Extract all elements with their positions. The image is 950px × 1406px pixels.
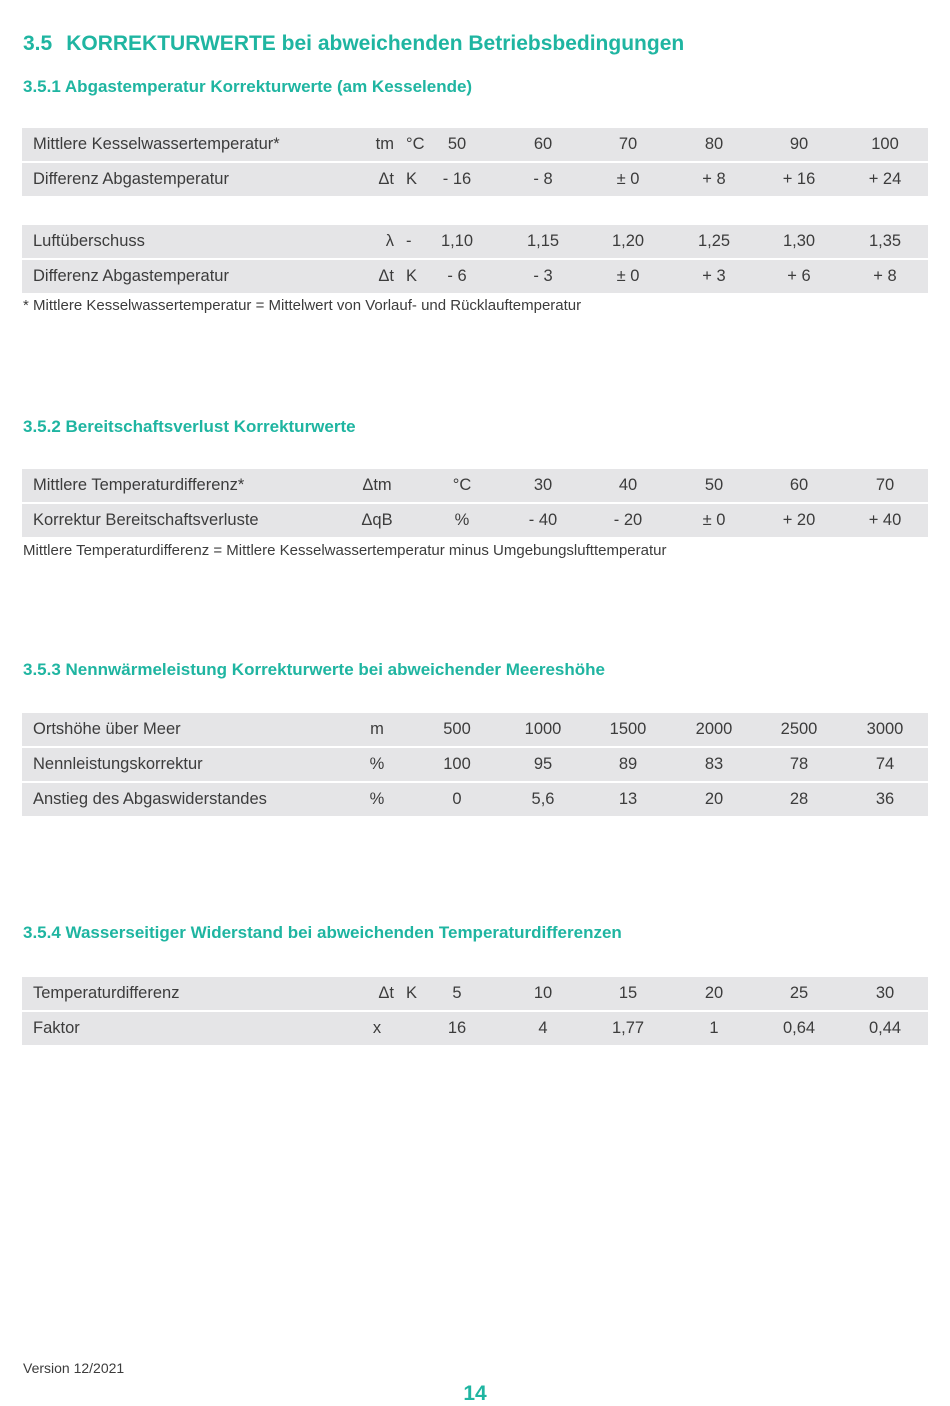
table-cell: 1,77 [611,1019,645,1037]
table-cell: + 3 [702,267,726,285]
table-row [22,977,928,1010]
table-cell: 16 [447,1019,467,1037]
table-meereshoehe [22,713,928,818]
table-cell: + 16 [782,170,816,188]
row-symbol: tm [375,135,394,153]
table-cell: - 8 [533,170,553,188]
row-label: Ortshöhe über Meer [33,720,181,738]
table-row [22,163,928,196]
row-label: Mittlere Temperaturdifferenz* [33,476,245,494]
table-cell: 60 [533,135,553,153]
table-cell: 2500 [780,720,818,738]
table-cell: - 3 [533,267,553,285]
row-unit: % [369,790,385,808]
table-row [22,128,928,161]
table-cell: + 8 [873,267,897,285]
table-bereitschaftsverlust [22,469,928,539]
subsection-heading-3-5-1: 3.5.1 Abgastemperatur Korrekturwerte (am Kesselende) [23,77,473,96]
subsection-heading-3-5-2: 3.5.2 Bereitschaftsverlust Korrekturwerte [23,417,356,436]
table-cell: ± 0 [616,170,640,188]
table-cell: 5,6 [531,790,555,808]
table-cell: 100 [871,135,899,153]
row-unit: - [406,232,412,250]
table-cell: 83 [704,755,724,773]
table-cell: - 20 [613,511,643,529]
row-label: Faktor [33,1019,80,1037]
table-row [22,713,928,746]
table-cell: ± 0 [702,511,726,529]
footnote-kesselwassertemperatur: * Mittlere Kesselwassertemperatur = Mittelwert von Vorlauf- und Rücklauftemperatur [23,297,582,314]
table-cell: 40 [618,476,638,494]
table-wasserseitiger-widerstand [22,977,928,1047]
table-cell: 50 [704,476,724,494]
row-label: Luftüberschuss [33,232,145,250]
table-cell: - 16 [442,170,472,188]
table-cell: 3000 [866,720,904,738]
table-cell: 70 [618,135,638,153]
row-unit: % [369,755,385,773]
table-cell: 78 [789,755,809,773]
table-cell: 4 [538,1019,548,1037]
table-row [22,225,928,258]
table-cell: 28 [789,790,809,808]
table-abgastemperatur-kesselwasser [22,128,928,198]
table-cell: - 6 [447,267,467,285]
table-cell: 1000 [524,720,562,738]
row-unit: x [372,1019,382,1037]
row-symbol: Δt [378,984,394,1002]
row-unit: m [370,720,384,738]
row-symbol: Δtm [362,476,392,494]
table-cell: - 40 [528,511,558,529]
table-cell: 1,35 [868,232,902,250]
table-cell: + 40 [868,511,902,529]
section-title [23,32,684,56]
table-cell: + 6 [787,267,811,285]
table-cell: 90 [789,135,809,153]
table-cell: 0,64 [782,1019,816,1037]
table-cell: 0 [452,790,462,808]
table-cell: 95 [533,755,553,773]
table-cell: 1,25 [697,232,731,250]
section-number: 3.5 [23,32,53,55]
table-cell: + 20 [782,511,816,529]
row-symbol: Δt [378,267,394,285]
table-cell: 0,44 [868,1019,902,1037]
table-cell: 15 [618,984,638,1002]
row-label: Differenz Abgastemperatur [33,267,229,285]
table-cell: 50 [447,135,467,153]
table-row [22,1012,928,1045]
row-label: Mittlere Kesselwassertemperatur* [33,135,280,153]
row-label: Differenz Abgastemperatur [33,170,229,188]
row-label: Nennleistungskorrektur [33,755,203,773]
table-cell: 20 [704,984,724,1002]
table-row [22,260,928,293]
table-cell: 1,20 [611,232,645,250]
row-symbol: Δt [378,170,394,188]
table-cell: 2000 [695,720,733,738]
table-cell: 89 [618,755,638,773]
table-cell: 10 [533,984,553,1002]
table-cell: + 24 [868,170,902,188]
version-label: Version 12/2021 [23,1360,125,1376]
table-cell: 1,15 [526,232,560,250]
table-cell: 80 [704,135,724,153]
row-unit: K [406,170,418,188]
row-symbol: ΔqB [361,511,393,529]
subsection-heading-3-5-3: 3.5.3 Nennwärmeleistung Korrekturwerte bei abweichender Meereshöhe [23,660,605,679]
table-cell: 13 [618,790,638,808]
table-cell: 5 [452,984,462,1002]
table-cell: 36 [875,790,895,808]
table-cell: 100 [443,755,471,773]
row-label: Anstieg des Abgaswiderstandes [33,790,267,808]
table-cell: ± 0 [616,267,640,285]
table-cell: 25 [789,984,809,1002]
row-unit: % [454,511,470,529]
table-cell: 20 [704,790,724,808]
page-number: 14 [463,1382,487,1405]
table-row [22,504,928,537]
table-cell: 60 [789,476,809,494]
table-cell: 70 [875,476,895,494]
row-symbol: λ [385,232,394,250]
table-cell: 1 [709,1019,719,1037]
subsection-heading-3-5-4: 3.5.4 Wasserseitiger Widerstand bei abweichenden Temperaturdifferenzen [23,923,622,942]
table-cell: 74 [875,755,895,773]
row-unit: K [406,984,418,1002]
section-title-text: KORREKTURWERTE bei abweichenden Betriebsbedingungen [66,32,685,55]
table-abgastemperatur-luftueberschuss [22,225,928,295]
table-cell: + 8 [702,170,726,188]
table-cell: 1,30 [782,232,816,250]
table-cell: 30 [875,984,895,1002]
table-cell: 1,10 [440,232,474,250]
table-row [22,748,928,781]
table-row [22,783,928,816]
row-label: Korrektur Bereitschaftsverluste [33,511,259,529]
row-label: Temperaturdifferenz [33,984,180,1002]
table-cell: 500 [443,720,471,738]
row-unit: °C [452,476,472,494]
row-unit: °C [406,135,425,153]
table-row [22,469,928,502]
footnote-temperaturdifferenz: Mittlere Temperaturdifferenz = Mittlere Kesselwassertemperatur minus Umgebungslufttemperatur [23,542,667,559]
table-cell: 1500 [609,720,647,738]
table-cell: 30 [533,476,553,494]
row-unit: K [406,267,418,285]
